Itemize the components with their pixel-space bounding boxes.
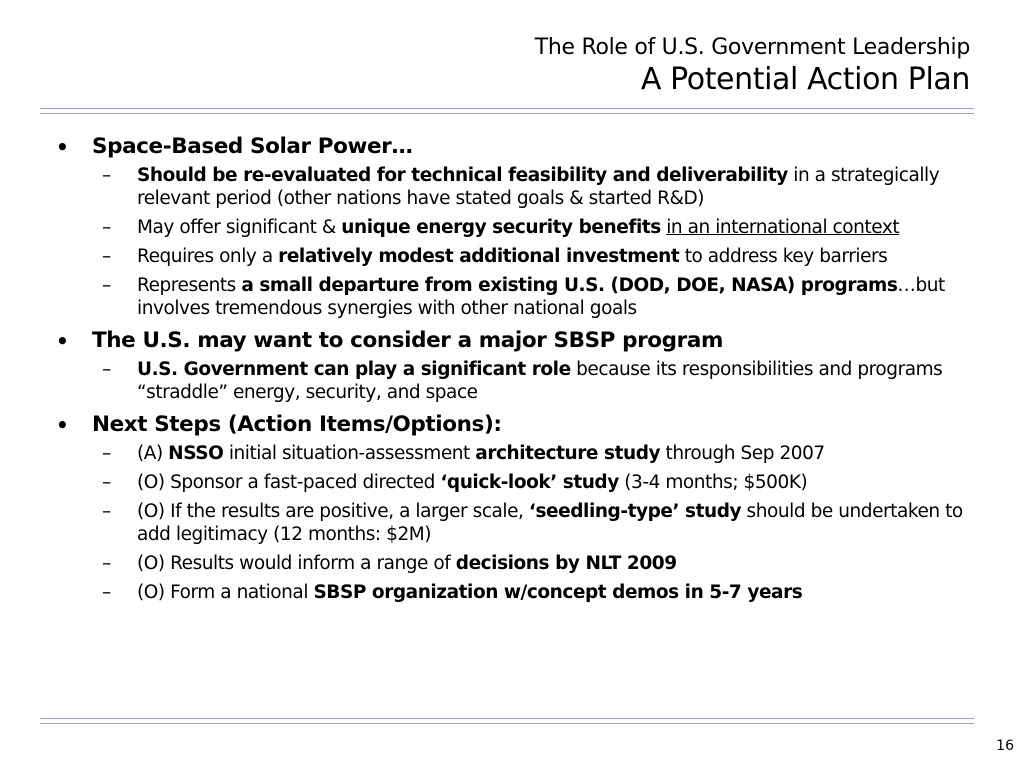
sub-text: (3-4 months; $500K) [618,472,808,493]
bullet-marker: • [56,135,69,159]
sub-marker: – [102,443,111,464]
sub-text: (O) If the results are positive, a larger scale, [137,501,529,522]
sub-bullet [102,500,966,546]
sub-bullet [102,471,966,494]
sub-bullet [102,164,966,210]
sub-bullet [102,581,966,604]
page-number: 16 [996,738,1014,754]
sub-text: Requires only a [137,246,279,267]
slide-content [56,128,966,612]
sub-marker: – [102,501,111,522]
sub-bullet [102,442,966,465]
footer-divider [40,718,974,724]
sub-text: (O) Results would inform a range of [137,553,456,574]
sub-bold: a small departure from existing U.S. (DOD, DOE, NASA) programs [241,275,898,296]
sub-bold: Should be re-evaluated for technical feasibility and deliverability [137,165,788,186]
sub-text: because its responsibilities and programs “straddle” energy, security, and space [137,359,943,403]
sub-marker: – [102,275,111,296]
bullet-space-based-solar-power [56,134,966,160]
sub-marker: – [102,246,111,267]
sub-marker: – [102,553,111,574]
sub-bold: SBSP organization w/concept demos in 5-7 years [313,582,803,603]
sub-bold: ‘seedling-type’ study [528,501,742,522]
slide-title-line2: A Potential Action Plan [640,62,970,97]
sub-bold: unique energy security benefits [341,217,661,238]
bullet-marker: • [56,329,69,353]
sub-marker: – [102,582,111,603]
slide-title-line1: The Role of U.S. Government Leadership [534,35,970,60]
sub-bold: decisions by NLT 2009 [455,553,677,574]
bullet-marker: • [56,413,69,437]
sub-bullet [102,274,966,320]
sub-text: through Sep 2007 [660,443,825,464]
sub-bold: architecture study [475,443,661,464]
sub-bullet [102,552,966,575]
sub-underlined: in an international context [666,217,900,238]
slide-title [535,34,970,98]
sub-text: Represents [137,275,242,296]
bullet-heading: Space-Based Solar Power… [92,134,413,159]
sub-marker: – [102,165,111,186]
sub-text: (O) Form a national [137,582,314,603]
sub-bullet [102,216,966,239]
sub-marker: – [102,359,111,380]
sub-text: to address key barriers [679,246,888,267]
bullet-heading: The U.S. may want to consider a major SBSP program [92,328,723,353]
bullet-heading: Next Steps (Action Items/Options): [92,412,502,437]
header-divider [40,108,974,114]
sub-bold: U.S. Government can play a significant role [137,359,571,380]
sub-text: should be undertaken to add legitimacy (12 months: $2M) [137,501,963,545]
sub-text: …but involves tremendous synergies with other national goals [137,275,945,319]
sub-bullet [102,245,966,268]
sub-marker: – [102,217,111,238]
sub-marker: – [102,472,111,493]
sub-text: May offer significant & [137,217,342,238]
sub-bold: relatively modest additional investment [278,246,680,267]
sub-text: (A) [137,443,169,464]
sub-text: initial situation-assessment [223,443,476,464]
bullet-major-sbsp-program [56,328,966,354]
bullet-next-steps [56,412,966,438]
sub-text: in a strategically relevant period (other nations have stated goals & started R&D) [137,165,940,209]
sub-bold: NSSO [168,443,224,464]
sub-bullet [102,358,966,404]
sub-text: (O) Sponsor a fast-paced directed [137,472,441,493]
sub-bold: ‘quick-look’ study [440,472,619,493]
